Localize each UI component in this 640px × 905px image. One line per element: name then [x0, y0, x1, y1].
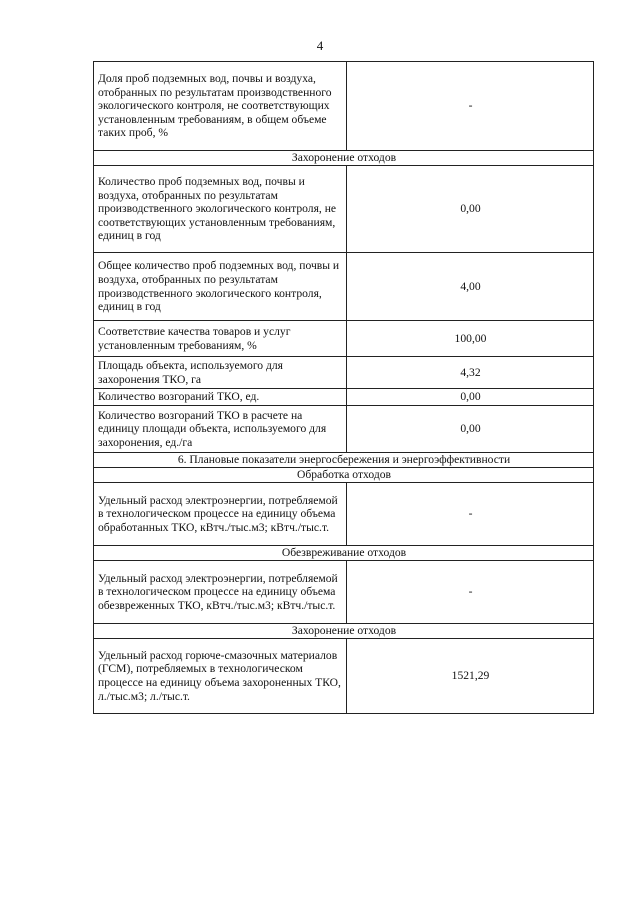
- indicator-label: Удельный расход горюче-смазочных материалов (ГСМ), потребляемых в технологическом процессе на единицу объема захороненных ТКО, л./тыс.м3; л./тыс.т.: [94, 639, 347, 714]
- table-row: [94, 357, 594, 389]
- indicator-value: -: [347, 483, 594, 546]
- section-header-row: [94, 546, 594, 561]
- section-title: Захоронение отходов: [94, 151, 594, 166]
- indicator-label: Площадь объекта, используемого для захоронения ТКО, га: [94, 357, 347, 389]
- indicator-label: Количество возгораний ТКО, ед.: [94, 389, 347, 406]
- section-title: 6. Плановые показатели энергосбережения и энергоэффективности: [94, 453, 594, 468]
- indicator-label: Доля проб подземных вод, почвы и воздуха, отобранных по результатам производственного экологического контроля, не соответствующих установленным требованиям, в общем объеме таких проб, %: [94, 62, 347, 151]
- indicator-value: 0,00: [347, 389, 594, 406]
- indicator-value: 100,00: [347, 321, 594, 357]
- indicator-label: Количество проб подземных вод, почвы и воздуха, отобранных по результатам производственного экологического контроля, не соответствующих установленным требованиям, единиц в год: [94, 166, 347, 253]
- table-row: [94, 321, 594, 357]
- section-title: Обезвреживание отходов: [94, 546, 594, 561]
- section-header-row: [94, 151, 594, 166]
- table-row: [94, 639, 594, 714]
- indicator-value: 4,32: [347, 357, 594, 389]
- indicator-label: Удельный расход электроэнергии, потребляемой в технологическом процессе на единицу объема обработанных ТКО, кВтч./тыс.м3; кВтч./тыс.т.: [94, 483, 347, 546]
- indicator-label: Удельный расход электроэнергии, потребляемой в технологическом процессе на единицу объема обезвреженных ТКО, кВтч./тыс.м3; кВтч./тыс.т.: [94, 561, 347, 624]
- indicator-label: Количество возгораний ТКО в расчете на единицу площади объекта, используемого для захоронения, ед./га: [94, 406, 347, 453]
- indicator-value: 1521,29: [347, 639, 594, 714]
- section-header-row: [94, 468, 594, 483]
- indicator-value: -: [347, 561, 594, 624]
- indicator-value: 0,00: [347, 406, 594, 453]
- table-row: [94, 253, 594, 321]
- indicator-label: Общее количество проб подземных вод, почвы и воздуха, отобранных по результатам производственного экологического контроля, единиц в год: [94, 253, 347, 321]
- page-number: 4: [316, 38, 324, 53]
- table-row: [94, 166, 594, 253]
- section-header-row: [94, 624, 594, 639]
- indicator-value: 4,00: [347, 253, 594, 321]
- table-row: [94, 62, 594, 151]
- indicator-label: Соответствие качества товаров и услуг установленным требованиям, %: [94, 321, 347, 357]
- indicator-value: -: [347, 62, 594, 151]
- indicator-value: 0,00: [347, 166, 594, 253]
- table-row: [94, 406, 594, 453]
- table-row: [94, 389, 594, 406]
- section-title: Захоронение отходов: [94, 624, 594, 639]
- table-row: [94, 483, 594, 546]
- section-title: Обработка отходов: [94, 468, 594, 483]
- table-row: [94, 561, 594, 624]
- indicators-table: [93, 61, 594, 714]
- section-header-row: [94, 453, 594, 468]
